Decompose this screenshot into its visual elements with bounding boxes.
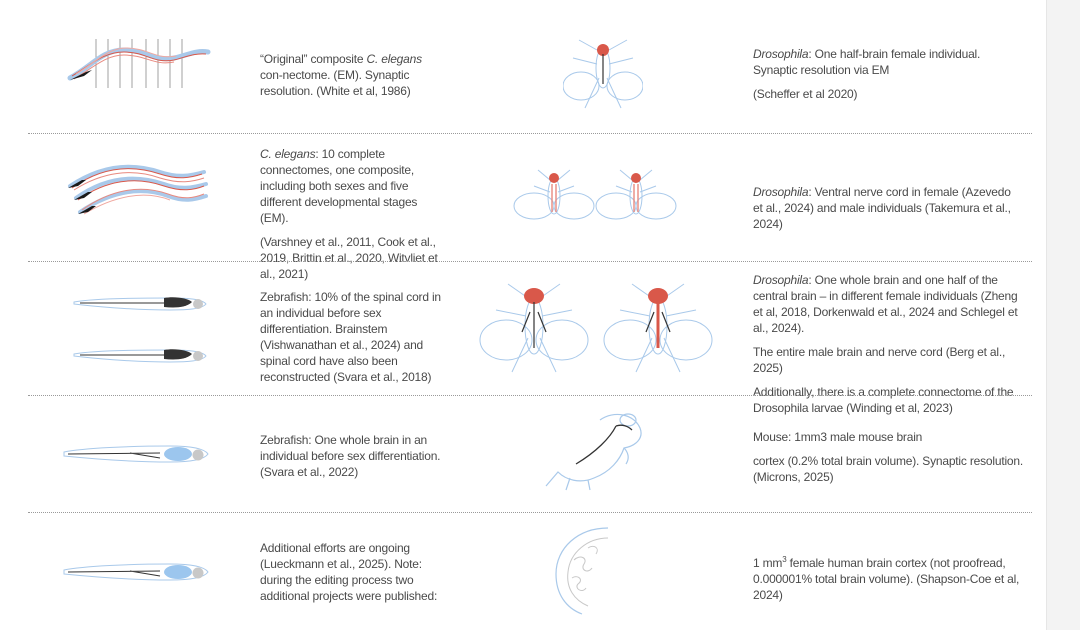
fly-icon <box>602 282 714 374</box>
scrollbar-track[interactable] <box>1046 0 1080 630</box>
row-divider <box>28 261 1032 262</box>
row4-left-text: Zebrafish: One whole brain in an individual before sex differentiation. (Svara et al., 2022) <box>260 433 441 479</box>
fly-icon <box>512 166 596 228</box>
worms-connectome-icon <box>60 154 210 224</box>
zebrafish-larva-icon <box>60 556 212 588</box>
row4-right-text: Mouse: 1mm3 male mouse brain cortex (0.2% total brain volume). Synaptic resolution. (Microns, 2025) <box>753 430 1023 484</box>
row2-right-text: Drosophila: Ventral nerve cord in female (Azevedo et al., 2024) and male individuals (Takemura et al., 2024) <box>753 185 1011 231</box>
zebrafish-larva-icon <box>70 342 210 368</box>
fly-icon <box>563 38 643 110</box>
row3-right-text: Drosophila: One whole brain and one half of the central brain – in different female individuals (Zheng et al, 2018, Dorkenwald et al., 2024 and Schlegel et al., 2024). The entire male brain and nerve cord (Berg et al., 2025) Additionally, there is a complete connectome of the Drosophila larvae (Winding et al, 2023) <box>753 273 1018 415</box>
mouse-icon <box>540 408 650 492</box>
row1-right-text: Drosophila: One half-brain female individual. Synaptic resolution via EM (Scheffer et al 2020) <box>753 47 981 101</box>
fly-icon <box>594 166 678 228</box>
worm-connectome-icon <box>62 36 212 91</box>
row-divider <box>28 133 1032 134</box>
human-brain-icon <box>548 524 614 616</box>
zebrafish-larva-icon <box>60 438 212 470</box>
row2-left-text: C. elegans: 10 complete connectomes, one composite, including both sexes and five different developmental stages (EM). (Varshney et al., 2011, Cook et al., 2019, Brittin et al., 2020, Witvliet et al., 2021) <box>260 147 438 281</box>
fly-icon <box>478 282 590 374</box>
row5-left-text: Additional efforts are ongoing (Lueckmann et al., 2025). Note: during the editing process two additional projects were published: <box>260 541 438 603</box>
row5-right-text: 1 $mm^3$ female human brain cortex (not proofread, 0.000001% total brain volume). (Shapson-Coe et al, 2024) <box>753 555 1020 602</box>
row-divider <box>28 512 1032 513</box>
row-divider <box>28 395 1032 396</box>
row1-left-text: “Original” composite C. elegans con-nectome. (EM). Synaptic resolution. (White et al, 1986) <box>260 52 422 98</box>
zebrafish-larva-icon <box>70 290 210 316</box>
row3-left-text: Zebrafish: 10% of the spinal cord in an individual before sex differentiation. Brainstem (Vishwanathan et al., 2024) and spinal cord have also been reconstructed (Svara et al., 2018) <box>260 290 441 384</box>
